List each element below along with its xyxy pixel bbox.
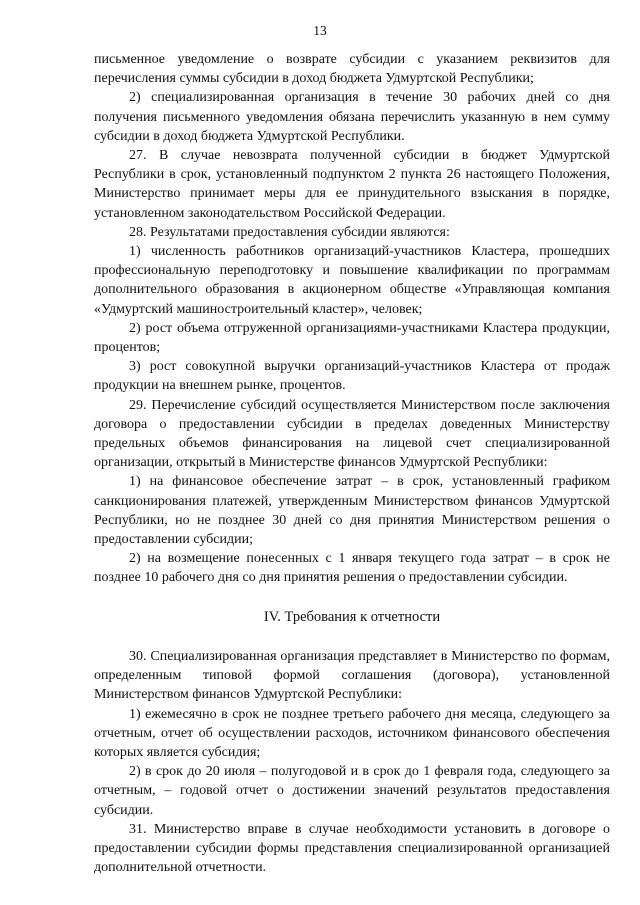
paragraph-continuation: письменное уведомление о возврате субсидии с указанием реквизитов для перечисления суммы субсидии в доход бюджета Удмуртской Республики; xyxy=(94,52,610,87)
paragraph: 2) в срок до 20 июля – полугодовой и в срок до 1 февраля года, следующего за отчетным, – годовой отчет о достижении значений результатов предоставления субсидии. xyxy=(94,764,610,818)
paragraph: 27. В случае невозврата полученной субсидии в бюджет Удмуртской Республики в срок, установленный подпунктом 2 пункта 26 настоящего Положения, Министерство принимает меры для ее принудительного взыскания в порядке, установленном законодательством Российской Федерации. xyxy=(94,148,610,221)
paragraph: 1) ежемесячно в срок не позднее третьего рабочего дня месяца, следующего за отчетным, отчет об осуществлении расходов, источником финансового обеспечения которых является субсидия; xyxy=(94,706,610,760)
paragraph: 2) на возмещение понесенных с 1 января текущего года затрат – в срок не позднее 10 рабочего дня со дня принятия решения о предоставлении субсидии. xyxy=(94,551,610,586)
document-body xyxy=(94,50,610,877)
paragraph: 1) численность работников организаций-участников Кластера, прошедших профессиональную переподготовку и повышение квалификации по программам дополнительного образования в акционерном обществе «Управляющая компания «Удмуртский машиностроительный кластер», человек; xyxy=(94,244,610,317)
paragraph: 1) на финансовое обеспечение затрат – в срок, установленный графиком санкционирования платежей, утвержденным Министерством финансов Удмуртской Республики, но не позднее 30 дней со дня принятия Министерством решения о предоставлении субсидии; xyxy=(94,474,610,548)
paragraph: 2) специализированная организация в течение 30 рабочих дней со дня получения письменного уведомления обязана перечислить указанную в нем сумму субсидии в доход бюджета Удмуртской Республики. xyxy=(94,90,610,144)
paragraph: 30. Специализированная организация представляет в Министерство по формам, определенным типовой формой соглашения (договора), установленной Министерством финансов Удмуртской Республики: xyxy=(94,648,610,703)
paragraph: 28. Результатами предоставления субсидии являются: xyxy=(129,224,450,240)
paragraph: 29. Перечисление субсидий осуществляется Министерством после заключения договора о предоставлении субсидии в пределах доведенных Министерству предельных объемов финансирования на лицевой счет специализированной организации, открытый в Министерстве финансов Удмуртской Республики: xyxy=(94,397,610,471)
paragraph: 3) рост совокупной выручки организаций-участников Кластера от продаж продукции на внешнем рынке, процентов. xyxy=(94,359,610,394)
section-heading: IV. Требования к отчетности xyxy=(263,608,441,625)
paragraph: 2) рост объема отгруженной организациями-участниками Кластера продукции, процентов; xyxy=(94,320,610,356)
page-number: 13 xyxy=(313,23,327,38)
paragraph: 31. Министерство вправе в случае необходимости установить в договоре о предоставлении субсидии формы представления специализированной организацией дополнительной отчетности. xyxy=(94,821,610,876)
